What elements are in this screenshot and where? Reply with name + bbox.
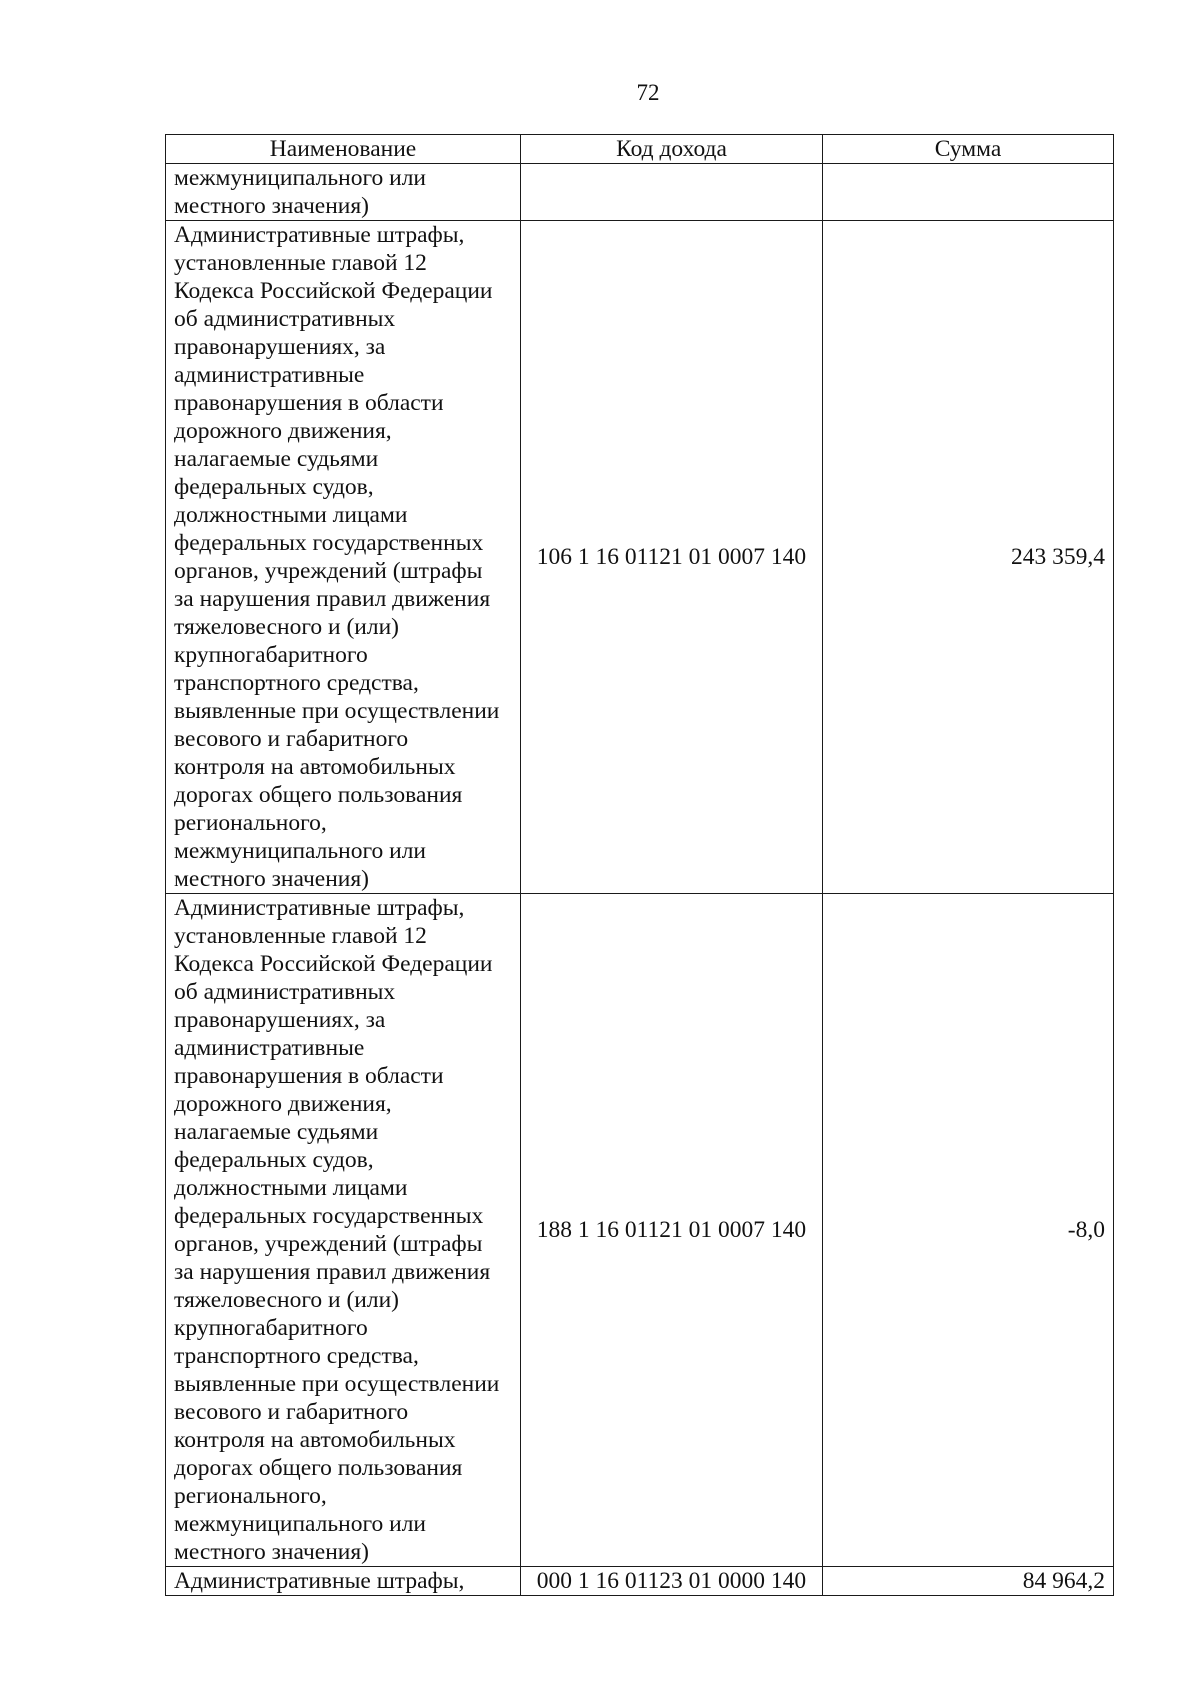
table-row [166, 221, 1114, 894]
table-row [166, 164, 1114, 221]
cell-code [521, 164, 823, 221]
name-line: Административные штрафы, [174, 895, 465, 921]
name-line: местного значения) [174, 193, 369, 219]
cell-sum: -8,0 [823, 894, 1114, 1567]
name-line: местного значения) [174, 866, 369, 892]
table-row [166, 894, 1114, 1567]
cell-name [166, 894, 521, 1567]
name-line: правонарушениях, за [174, 1007, 386, 1033]
name-line: установленные главой 12 [174, 250, 427, 276]
cell-sum: 243 359,4 [823, 221, 1114, 894]
name-line: весового и габаритного [174, 1399, 409, 1425]
name-line: тяжеловесного и (или) [174, 614, 399, 640]
name-line: дорожного движения, [174, 418, 392, 444]
cell-code: 106 1 16 01121 01 0007 140 [521, 221, 823, 894]
name-line: дорогах общего пользования [174, 1455, 463, 1481]
name-line: за нарушения правил движения [174, 1259, 491, 1285]
name-line: крупногабаритного [174, 642, 368, 668]
cell-name [166, 1567, 521, 1596]
name-line: Административные штрафы, [174, 1568, 465, 1594]
name-line: крупногабаритного [174, 1315, 368, 1341]
name-line: установленные главой 12 [174, 923, 427, 949]
page-number: 72 [636, 80, 660, 105]
name-line: налагаемые судьями [174, 1119, 379, 1145]
name-line: об административных [174, 306, 396, 332]
name-line: за нарушения правил движения [174, 586, 491, 612]
cell-name [166, 164, 521, 221]
name-line: Кодекса Российской Федерации [174, 278, 493, 304]
name-line: должностными лицами [174, 1175, 408, 1201]
column-header-name: Наименование [166, 135, 521, 164]
name-line: органов, учреждений (штрафы [174, 558, 483, 584]
name-line: административные [174, 1035, 365, 1061]
table-body [166, 164, 1114, 1596]
name-line: налагаемые судьями [174, 446, 379, 472]
cell-code: 188 1 16 01121 01 0007 140 [521, 894, 823, 1567]
column-header-code: Код дохода [521, 135, 823, 164]
name-line: местного значения) [174, 1539, 369, 1565]
cell-code: 000 1 16 01123 01 0000 140 [521, 1567, 823, 1596]
name-line: контроля на автомобильных [174, 1427, 456, 1453]
name-line: транспортного средства, [174, 1343, 419, 1369]
name-line: регионального, [174, 810, 327, 836]
name-line: весового и габаритного [174, 726, 409, 752]
name-line: выявленные при осуществлении [174, 698, 500, 724]
name-line: выявленные при осуществлении [174, 1371, 500, 1397]
name-line: административные [174, 362, 365, 388]
table-row [166, 1567, 1114, 1596]
column-header-sum: Сумма [823, 135, 1114, 164]
name-line: федеральных государственных [174, 530, 484, 556]
cell-name [166, 221, 521, 894]
name-line: Административные штрафы, [174, 222, 465, 248]
name-line: дорогах общего пользования [174, 782, 463, 808]
name-line: федеральных государственных [174, 1203, 484, 1229]
name-line: регионального, [174, 1483, 327, 1509]
cell-sum [823, 164, 1114, 221]
revenue-table [165, 134, 1114, 1596]
name-line: межмуниципального или [174, 838, 427, 864]
name-line: транспортного средства, [174, 670, 419, 696]
cell-sum: 84 964,2 [823, 1567, 1114, 1596]
name-line: должностными лицами [174, 502, 408, 528]
name-line: дорожного движения, [174, 1091, 392, 1117]
table-header-row [166, 135, 1114, 164]
name-line: федеральных судов, [174, 474, 374, 500]
name-line: правонарушения в области [174, 1063, 444, 1089]
name-line: органов, учреждений (штрафы [174, 1231, 483, 1257]
name-line: контроля на автомобильных [174, 754, 456, 780]
name-line: Кодекса Российской Федерации [174, 951, 493, 977]
name-line: межмуниципального или [174, 1511, 427, 1537]
name-line: федеральных судов, [174, 1147, 374, 1173]
name-line: правонарушения в области [174, 390, 444, 416]
name-line: правонарушениях, за [174, 334, 386, 360]
name-line: тяжеловесного и (или) [174, 1287, 399, 1313]
name-line: об административных [174, 979, 396, 1005]
name-line: межмуниципального или [174, 165, 427, 191]
